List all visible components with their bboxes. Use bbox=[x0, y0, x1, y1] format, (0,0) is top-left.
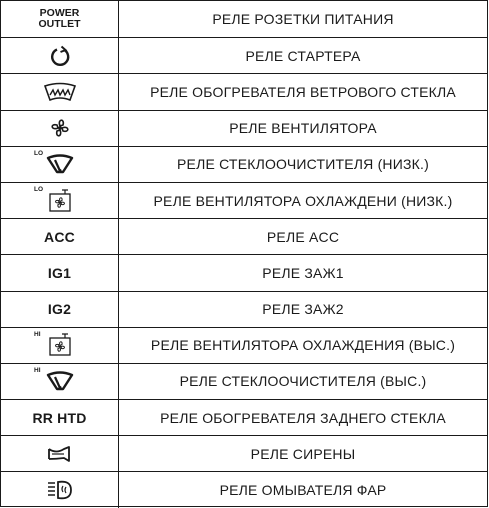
symbol-cell bbox=[1, 1, 119, 37]
symbol-cell bbox=[1, 38, 119, 73]
wiper-icon bbox=[46, 154, 74, 174]
relay-label: РЕЛЕ СТАРТЕРА bbox=[245, 47, 361, 64]
speed-tag: LO bbox=[34, 185, 44, 193]
relay-label: РЕЛЕ ВЕНТИЛЯТОРА bbox=[229, 120, 377, 137]
speed-tag: LO bbox=[34, 149, 44, 157]
symbol-cell bbox=[1, 364, 119, 399]
table-row bbox=[1, 327, 487, 363]
horn-icon bbox=[46, 444, 74, 464]
relay-label: РЕЛЕ ЗАЖ2 bbox=[262, 301, 344, 318]
relay-label: РЕЛЕ ВЕНТИЛЯТОРА ОХЛАЖДЕНИ (НИЗК.) bbox=[153, 192, 453, 209]
ig2-symbol: IG2 bbox=[47, 301, 72, 318]
table-row bbox=[1, 218, 487, 254]
table-row bbox=[1, 37, 487, 73]
table-row bbox=[1, 291, 487, 327]
speed-tag: HI bbox=[34, 366, 41, 374]
symbol-cell bbox=[1, 183, 119, 218]
relay-label: РЕЛЕ СТЕКЛООЧИСТИТЕЛЯ (НИЗК.) bbox=[177, 156, 429, 173]
relay-label: РЕЛЕ СТЕКЛООЧИСТИТЕЛЯ (ВЫС.) bbox=[179, 373, 427, 390]
relay-label: РЕЛЕ СИРЕНЫ bbox=[250, 445, 356, 462]
symbol-cell bbox=[1, 219, 119, 254]
relay-label: РЕЛЕ ЗАЖ1 bbox=[262, 264, 344, 281]
cooling-fan-icon bbox=[46, 189, 74, 213]
starter-icon bbox=[49, 45, 71, 67]
windshield-heater-icon bbox=[43, 82, 77, 102]
symbol-cell bbox=[1, 436, 119, 471]
ig1-symbol: IG1 bbox=[47, 264, 72, 281]
symbol-cell bbox=[1, 472, 119, 507]
symbol-cell bbox=[1, 328, 119, 363]
rr-htd-symbol: RR HTD bbox=[32, 409, 87, 426]
table-row bbox=[1, 110, 487, 146]
table-row bbox=[1, 1, 487, 37]
relay-label: РЕЛЕ РОЗЕТКИ ПИТАНИЯ bbox=[212, 11, 394, 28]
table-row bbox=[1, 363, 487, 399]
table-row bbox=[1, 182, 487, 218]
acc-symbol: ACC bbox=[44, 228, 75, 245]
relay-label: РЕЛЕ ОБОГРЕВАТЕЛЯ ВЕТРОВОГО СТЕКЛА bbox=[150, 83, 456, 100]
symbol-cell bbox=[1, 147, 119, 182]
symbol-cell bbox=[1, 74, 119, 109]
cooling-fan-icon bbox=[46, 333, 74, 357]
headlamp-washer-icon bbox=[47, 479, 73, 501]
relay-label: РЕЛЕ ACC bbox=[266, 228, 340, 245]
wiper-icon bbox=[46, 371, 74, 391]
symbol-cell bbox=[1, 400, 119, 435]
symbol-line-1: POWER bbox=[39, 7, 80, 20]
relay-label: РЕЛЕ ОБОГРЕВАТЕЛЯ ЗАДНЕГО СТЕКЛА bbox=[160, 409, 446, 426]
speed-tag: HI bbox=[34, 330, 41, 338]
table-row bbox=[1, 146, 487, 182]
table-row bbox=[1, 73, 487, 109]
table-row bbox=[1, 399, 487, 435]
symbol-line-2: OUTLET bbox=[38, 18, 81, 31]
fan-icon bbox=[49, 117, 71, 139]
table-row bbox=[1, 254, 487, 290]
table-row bbox=[1, 471, 487, 507]
symbol-cell bbox=[1, 111, 119, 146]
power-outlet-symbol bbox=[39, 8, 81, 30]
symbol-cell bbox=[1, 292, 119, 327]
relay-label: РЕЛЕ ОМЫВАТЕЛЯ ФАР bbox=[219, 482, 387, 499]
table-row bbox=[1, 435, 487, 471]
relay-label: РЕЛЕ ВЕНТИЛЯТОРА ОХЛАЖДЕНИЯ (ВЫС.) bbox=[150, 337, 456, 354]
symbol-cell bbox=[1, 255, 119, 290]
